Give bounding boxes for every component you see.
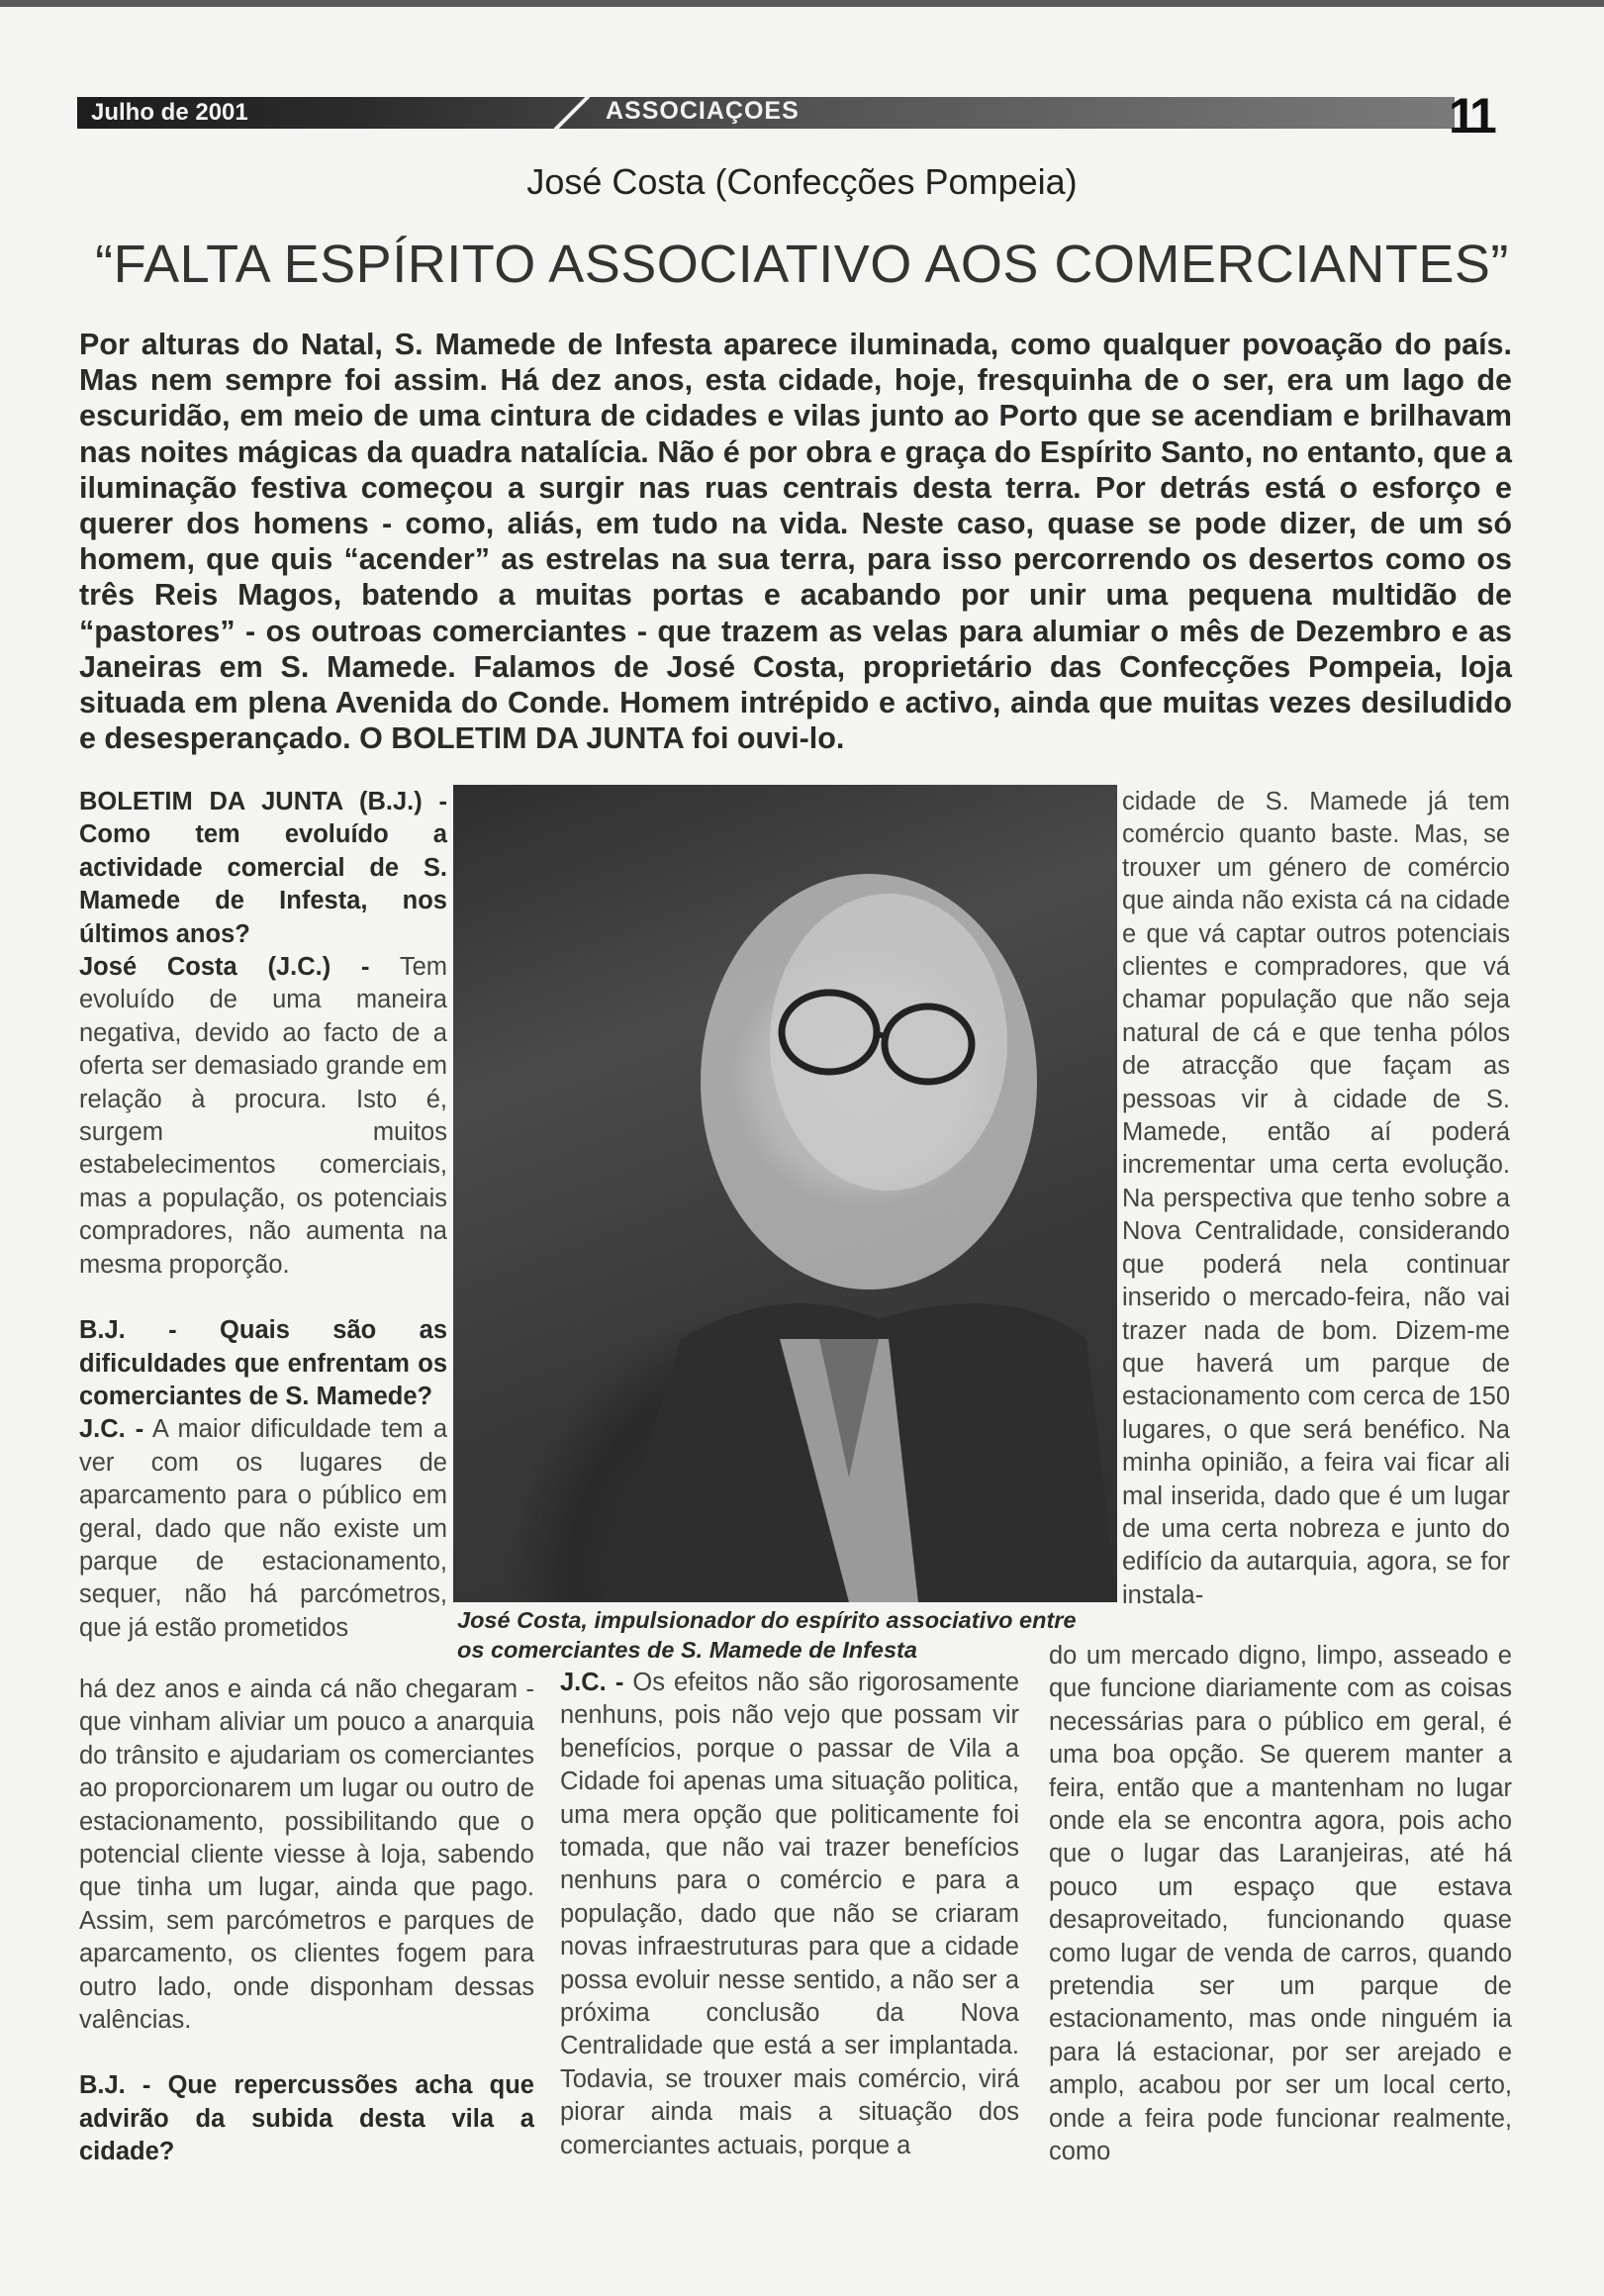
answer-1 — [79, 951, 447, 1282]
article-subtitle: José Costa (Confecções Pompeia) — [526, 161, 1078, 202]
answer-3-text: Os efeitos não são rigorosamente nenhuns, pois não vejo que possam vir benefícios, porque o passar de Vila a Cidade foi apenas uma situação politica, uma mera opção que politicamente foi tomada, que não vai trazer benefícios nenhuns para o comércio e para a população, dado que não se criaram novas infraestruturas para que a cidade possa evoluir nesse sentido, a não ser a próxima conclusão da Nova Centralidade que está a ser implantada. Todavia, se trouxer mais comércio, virá piorar ainda mais a situação dos comerciantes actuais, porque a — [560, 1669, 1019, 2159]
page-number: 11 — [1449, 88, 1493, 144]
section-name: ASSOCIAÇOES — [606, 97, 800, 125]
column-middle — [560, 1667, 1019, 2162]
portrait-illustration — [453, 785, 1117, 1602]
question-2: B.J. - Quais são as dificuldades que enfrentam os comerciantes de S. Mamede? — [79, 1316, 447, 1410]
spacer — [79, 1282, 447, 1314]
answer-3-continued-2: do um mercado digno, limpo, asseado e que funcione diariamente com as coisas necessárias para o público em geral, é uma boa opção. Se querem manter a feira, então que a mantenham no lugar onde ela se encontra agora, pois acho que o lugar das Laranjeiras, até há pouco um espaço que estava desaproveitado, funcionando quase como lugar de venda de carros, quando pretendia ser um parque de estacionamento, mas onde ninguém ia para lá estacionar, por ser arejado e amplo, acabou por ser um local certo, onde a feira pode funcionar realmente, como — [1049, 1642, 1512, 2166]
column-left — [79, 786, 447, 1645]
question-1: BOLETIM DA JUNTA (B.J.) - Como tem evoluído a actividade comercial de S. Mamede de Infesta, nos últimos anos? — [79, 788, 447, 948]
column-left-lower — [79, 1674, 534, 2169]
answer-2 — [79, 1413, 447, 1645]
answer-3 — [560, 1667, 1019, 2162]
portrait-photo — [453, 785, 1117, 1602]
answer-2-text-bottom: há dez anos e ainda cá não chegaram - que vinham aliviar um pouco a anarquia do trânsito e ajudariam os comerciantes ao proporcionarem um lugar ou outro de estacionamento, possibilitando que o potencial cliente viesse à loja, sabendo que tinha um lugar, ainda que pago. Assim, sem parcómetros e parques de aparcamento, os clientes fogem para outro lado, onde disponham dessas valências. — [79, 1675, 534, 2035]
column-right — [1122, 786, 1510, 1612]
answer-1-text: Tem evoluído de uma maneira negativa, devido ao facto de a oferta ser demasiado grande em relação à procura. Isto é, surgem muitos estabelecimentos comerciais, mas a população, os potenciais compradores, não aumenta na mesma proporção. — [79, 953, 448, 1279]
answer-3-continued: cidade de S. Mamede já tem comércio quanto baste. Mas, se trouxer um género de comércio que ainda não exista cá na cidade e que vá captar outros potenciais clientes e compradores, que vá chamar população que não seja natural de cá e que tenha pólos de atracção que façam as pessoas vir à cidade de S. Mamede, então aí poderá incrementar uma certa evolução. Na perspectiva que tenho sobre a Nova Centralidade, considerando que poderá nela continuar inserido o mercado-feira, não vai trazer nada de bom. Dizem-me que haverá um parque de estacionamento com cerca de 150 lugares, o que será benéfico. Na minha opinião, a feira vai ficar ali mal inserida, dado que é um lugar de uma certa nobreza e junto do edifício da autarquia, agora, se for instala- — [1122, 788, 1510, 1609]
answer-2-speaker: J.C. - — [79, 1415, 144, 1444]
header-divider — [554, 95, 590, 131]
issue-date: Julho de 2001 — [91, 99, 248, 126]
article-title: “FALTA ESPÍRITO ASSOCIATIVO AOS COMERCIANTES” — [95, 235, 1509, 294]
spacer — [79, 2037, 534, 2069]
article-lead: Por alturas do Natal, S. Mamede de Infesta aparece iluminada, como qualquer povoação do país. Mas nem sempre foi assim. Há dez anos, esta cidade, hoje, fresquinha de o ser, era um lago de escuridão, em meio de uma cintura de cidades e vilas junto ao Porto que se acendiam e brilhavam nas noites mágicas da quadra natalícia. Não é por obra e graça do Espírito Santo, no entanto, que a iluminação festiva começou a surgir nas ruas centrais desta terra. Por detrás está o esforço e querer dos homens - como, aliás, em tudo na vida. Neste caso, quase se pode dizer, de um só homem, que quis “acender” as estrelas na sua terra, para isso percorrendo os desertos como os três Reis Magos, batendo a muitas portas e acabando por unir uma pequena multidão de “pastores” - os outroas comerciantes - que trazem as velas para alumiar o mês de Dezembro e as Janeiras em S. Mamede. Falamos de José Costa, proprietário das Confecções Pompeia, loja situada em plena Avenida do Conde. Homem intrépido e activo, ainda que muitas vezes desiludido e desesperançado. O BOLETIM DA JUNTA foi ouvi-lo. — [79, 328, 1512, 756]
top-rule — [0, 0, 1604, 7]
photo-caption: José Costa, impulsionador do espírito associativo entre os comerciantes de S. Mamede de Infesta — [457, 1607, 1077, 1663]
answer-2-text-top: A maior dificuldade tem a ver com os lugares de aparcamento para o público em geral, dado que não existe um parque de estacionamento, sequer, não há parcómetros, que já estão prometidos — [79, 1415, 447, 1642]
question-3: B.J. - Que repercussões acha que advirão da subida desta vila a cidade? — [79, 2071, 534, 2166]
column-right-lower — [1049, 1640, 1512, 2169]
answer-1-speaker: José Costa (J.C.) - — [79, 953, 370, 982]
answer-3-speaker: J.C. - — [560, 1669, 624, 1696]
